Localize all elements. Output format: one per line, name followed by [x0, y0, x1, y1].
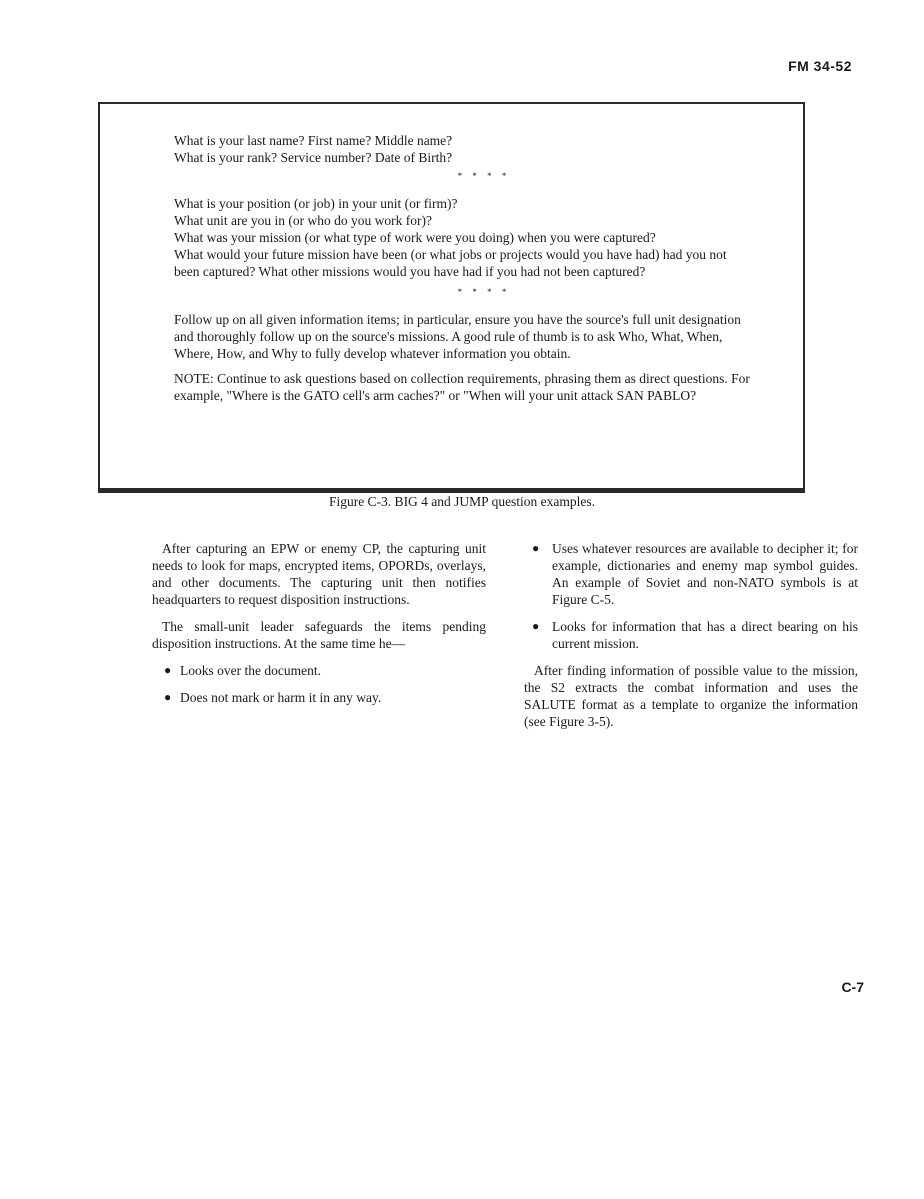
- question-line: What is your last name? First name? Middle name?: [174, 133, 453, 148]
- paragraph: After capturing an EPW or enemy CP, the capturing unit needs to look for maps, encrypted items, OPORDs, overlays, and other documents. The capturing unit then notifies headquarters to request disposition instructions.: [152, 541, 486, 607]
- page-number: C-7: [841, 979, 864, 995]
- figure-box: [98, 102, 805, 493]
- list-item-text: Looks over the document.: [180, 663, 321, 678]
- figure-caption: Figure C-3. BIG 4 and JUMP question examples.: [328, 494, 596, 509]
- bullet-icon: ●: [532, 541, 540, 555]
- list-item: [152, 662, 486, 679]
- bullet-icon: ●: [532, 619, 540, 633]
- separator-stars: * * * *: [457, 171, 511, 181]
- left-column: [152, 540, 486, 716]
- document-id: FM 34-52: [788, 58, 852, 74]
- paragraph: The small-unit leader safeguards the items pending disposition instructions. At the same time he—: [152, 619, 486, 651]
- question-line: What unit are you in (or who do you work for)?: [174, 213, 432, 228]
- list-item-text: Uses whatever resources are available to decipher it; for example, dictionaries and enemy map symbol guides. An example of Soviet and non-NATO symbols is at Figure C-5.: [552, 541, 858, 607]
- right-column: [524, 540, 858, 740]
- question-line: What is your position (or job) in your unit (or firm)?: [174, 196, 458, 211]
- list-item: [152, 689, 486, 706]
- question-line: What would your future mission have been (or what jobs or projects would you have had) had you not been captured? What other missions would you have had if you had not been captured?: [174, 247, 727, 279]
- bullet-icon: ●: [164, 663, 172, 677]
- follow-up-text: Follow up on all given information items; in particular, ensure you have the source's full unit designation and thoroughly follow up on the source's missions. A good rule of thumb is to ask Who, What, When, Where, How, and Why to fully develop whatever information you obtain.: [174, 312, 741, 361]
- list-item: [524, 618, 858, 652]
- figure-content: [174, 132, 754, 404]
- question-line: What was your mission (or what type of work were you doing) when you were captured?: [174, 230, 656, 245]
- question-line: What is your rank? Service number? Date of Birth?: [174, 150, 453, 165]
- note-text: NOTE: Continue to ask questions based on collection requirements, phrasing them as direct questions. For example, "Where is the GATO cell's arm caches?" or "When will your unit attack SAN PABLO?: [174, 371, 750, 403]
- list-item: [524, 540, 858, 608]
- paragraph: After finding information of possible value to the mission, the S2 extracts the combat information and uses the SALUTE format as a template to organize the information (see Figure 3-5).: [524, 663, 858, 729]
- bullet-icon: ●: [164, 690, 172, 704]
- list-item-text: Looks for information that has a direct bearing on his current mission.: [552, 619, 858, 651]
- list-item-text: Does not mark or harm it in any way.: [180, 690, 382, 705]
- separator-stars: * * * *: [457, 287, 511, 297]
